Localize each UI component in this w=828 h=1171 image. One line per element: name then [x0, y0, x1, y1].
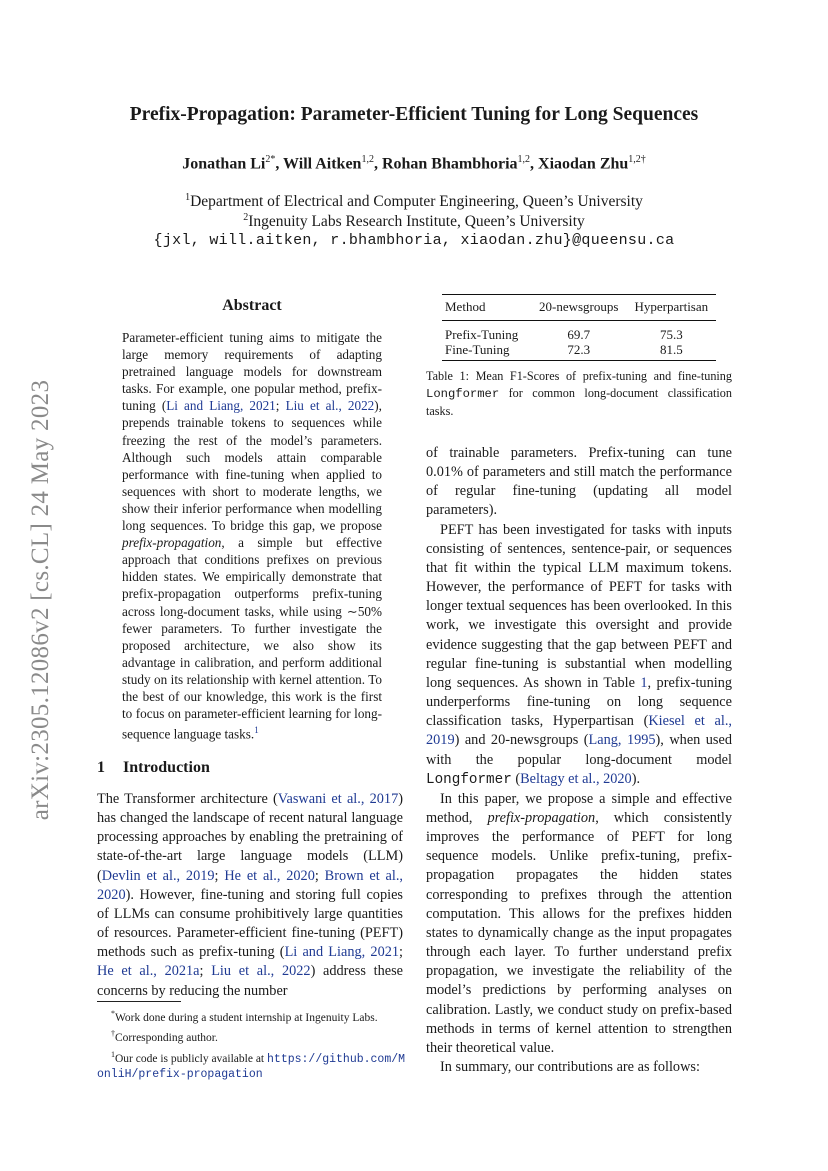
author-emails: {jxl, will.aitken, r.bhambhoria, xiaodan.zhu}@queensu.ca — [153, 232, 675, 249]
table-row — [442, 342, 716, 361]
table-cell: 75.3 — [659, 327, 683, 342]
citation-link[interactable]: Brown et al., 2020 — [97, 867, 404, 903]
author-list: Jonathan $Li^{2*}$, Will Aitken$^{1,2}$, Rohan Bhambhoria$^{1,2}$, Xiaodan Zhu$^{1,2\dagger}$ — [182, 154, 646, 173]
table-cell: 72.3 — [531, 342, 627, 361]
footnote: $^1$Our code is publicly available at https://github.com/MonliH/prefix-propagation — [97, 1049, 406, 1081]
author-sup: 2* — [265, 154, 276, 165]
author-name: Jonathan Li — [182, 155, 266, 173]
author-sup: 1,2† — [628, 154, 646, 165]
affiliation-text: Department of Electrical and Computer Engineering, Queen’s University — [190, 193, 643, 211]
citation-link[interactable]: Vaswani et al., 2017 — [277, 791, 399, 807]
footnote: *Work done during a student internship at Ingenuity Labs. — [111, 1009, 378, 1024]
citation-link[interactable]: Li and Liang, 2021 — [284, 944, 400, 961]
table-header: Method — [442, 295, 531, 321]
affiliation — [0, 212, 828, 231]
paragraph: PEFT has been investigated for tasks with inputs consisting of sentences, sentence-pair, or sequences that fit within the typical LLM maximum tokens. However, the performance of PEFT for tasks with longer textual sequences has been overlooked. In this work, we investigate this oversight and provide evidence suggesting that the gap between PEFT and regular fine-tuning is substantial when modelling long sequences. As shown in Table 1, prefix-tuning underperforms fine-tuning on long sequence classification tasks, Hyperpartisan (Kiesel et al., 2019) and 20-newsgroups (Lang, 1995), when used with the popular long-document model Longformer (Beltagy et al., 2020). — [426, 521, 732, 788]
table-cell: 81.5 — [627, 342, 716, 361]
citation-link[interactable]: Kiesel et al., 2019 — [426, 713, 732, 749]
citation-link[interactable]: He et al., 2021a — [97, 963, 200, 980]
paragraph: In summary, our contributions are as follows: — [440, 1059, 700, 1075]
affiliation-text: Ingenuity Labs Research Institute, Queen’s University — [248, 213, 585, 231]
table-caption: Table 1: Mean F1-Scores of prefix-tuning and fine-tuning Longformer for common long-document classification tasks. — [426, 369, 732, 418]
table-row — [442, 321, 716, 343]
footnote-divider — [97, 1001, 181, 1002]
citation-link[interactable]: Devlin et al., 2019 — [101, 867, 215, 884]
citation-link[interactable]: Lang, 1995 — [588, 732, 656, 749]
code-repo-link[interactable]: https://github.com/MonliH/prefix-propagation — [97, 1052, 406, 1081]
table-cell: Fine-Tuning — [442, 342, 531, 361]
section-heading-introduction: 1 Introduction — [97, 759, 210, 776]
footnote: †Corresponding author. — [111, 1029, 218, 1045]
table-header: 20-newsgroups — [531, 295, 627, 321]
citation-link[interactable]: Liu et al., 2022 — [285, 398, 375, 414]
affiliation-sup: 2 — [243, 212, 249, 223]
footnote-marker[interactable]: 1 — [254, 725, 259, 736]
introduction-text: The Transformer architecture (Vaswani et al., 2017) has changed the landscape of recent natural language processing approaches by enabling the pretraining of state-of-the-art large language models (LLM) (Devlin et al., 2019; He et al., 2020; Brown et al., 2020). However, fine-tuning and storing full copies of LLMs can consume prohibitively large quantities of resources. Parameter-efficient fine-tuning (PEFT) methods such as prefix-tuning (Li and Liang, 2021; He et al., 2021a; Liu et al., 2022) address these concerns by reducing the number — [97, 791, 404, 999]
paper-title: Prefix-Propagation: Parameter-Efficient Tuning for Long Sequences — [129, 104, 699, 125]
author-name: Xiaodan Zhu — [538, 155, 629, 173]
table-header: Hyperpartisan — [627, 295, 716, 321]
right-column-text — [426, 444, 732, 1077]
table-cell: 69.7 — [567, 327, 591, 342]
paragraph: In this paper, we propose a simple and effective method, prefix-propagation, which consistently improves the performance of PEFT for long sequence models. Unlike prefix-tuning, prefix-propagation propagates the hidden states corresponding to prefixes through the attention computation. This allows for the prefixes hidden states to dynamically change as the input propagates through each layer. To further understand prefix propagation, we investigate the reliability of the model’s predictions by performing analyses on calibration. Lastly, we conduct study on prefix-based methods in terms of kernel attention to strengthen their theoretical value. — [426, 790, 732, 1056]
citation-link[interactable]: Beltagy et al., 2020 — [520, 770, 632, 787]
citation-link[interactable]: Liu et al., 2022 — [211, 963, 311, 980]
abstract-heading: Abstract — [222, 297, 282, 314]
author-name: Will Aitken — [283, 155, 362, 173]
citation-link[interactable]: He et al., 2020 — [224, 867, 315, 884]
abstract-body: Parameter-efficient tuning aims to mitigate the large memory requirements of adapting pretrained language models for downstream tasks. For example, one popular method, prefix-tuning (Li and Liang, 2021; Liu et al., 2022), prepends trainable tokens to sequences while freezing the rest of the model’s parameters. Although such models attain comparable performance with fine-tuning when applied to sequences with short to moderate lengths, we show their inferior performance when modelling long sequences. To bridge this gap, we propose prefix-propagation, a simple but effective approach that conditions prefixes on previous hidden states. We empirically demonstrate that prefix-propagation outperforms prefix-tuning across long-document tasks, while using ∼50% fewer parameters. To further investigate the proposed architecture, we also show its advantage in calibration, and perform additional study on its relationship with kernel attention. To the best of our knowledge, this work is the first to focus on parameter-efficient learning for long-sequence language tasks.$^1$ — [122, 330, 382, 742]
results-table — [442, 294, 716, 361]
author-sup: 1,2 — [517, 154, 531, 165]
affiliation — [0, 192, 828, 211]
arxiv-identifier: arXiv:2305.12086v2 [cs.CL] 24 May 2023 — [27, 379, 54, 821]
paragraph: of trainable parameters. Prefix-tuning can tune 0.01% of parameters and still match the performance of regular fine-tuning (updating all model parameters). — [426, 445, 732, 519]
affiliation-sup: 1 — [185, 192, 191, 203]
author-sup: 1,2 — [361, 154, 374, 165]
table-ref-link[interactable]: 1 — [640, 674, 648, 691]
author-name: Rohan Bhambhoria — [381, 155, 518, 173]
table-cell: Prefix-Tuning — [445, 327, 519, 342]
citation-link[interactable]: Li and Liang, 2021 — [166, 398, 276, 414]
table-header-row — [442, 295, 716, 321]
footnotes — [97, 1006, 409, 1082]
